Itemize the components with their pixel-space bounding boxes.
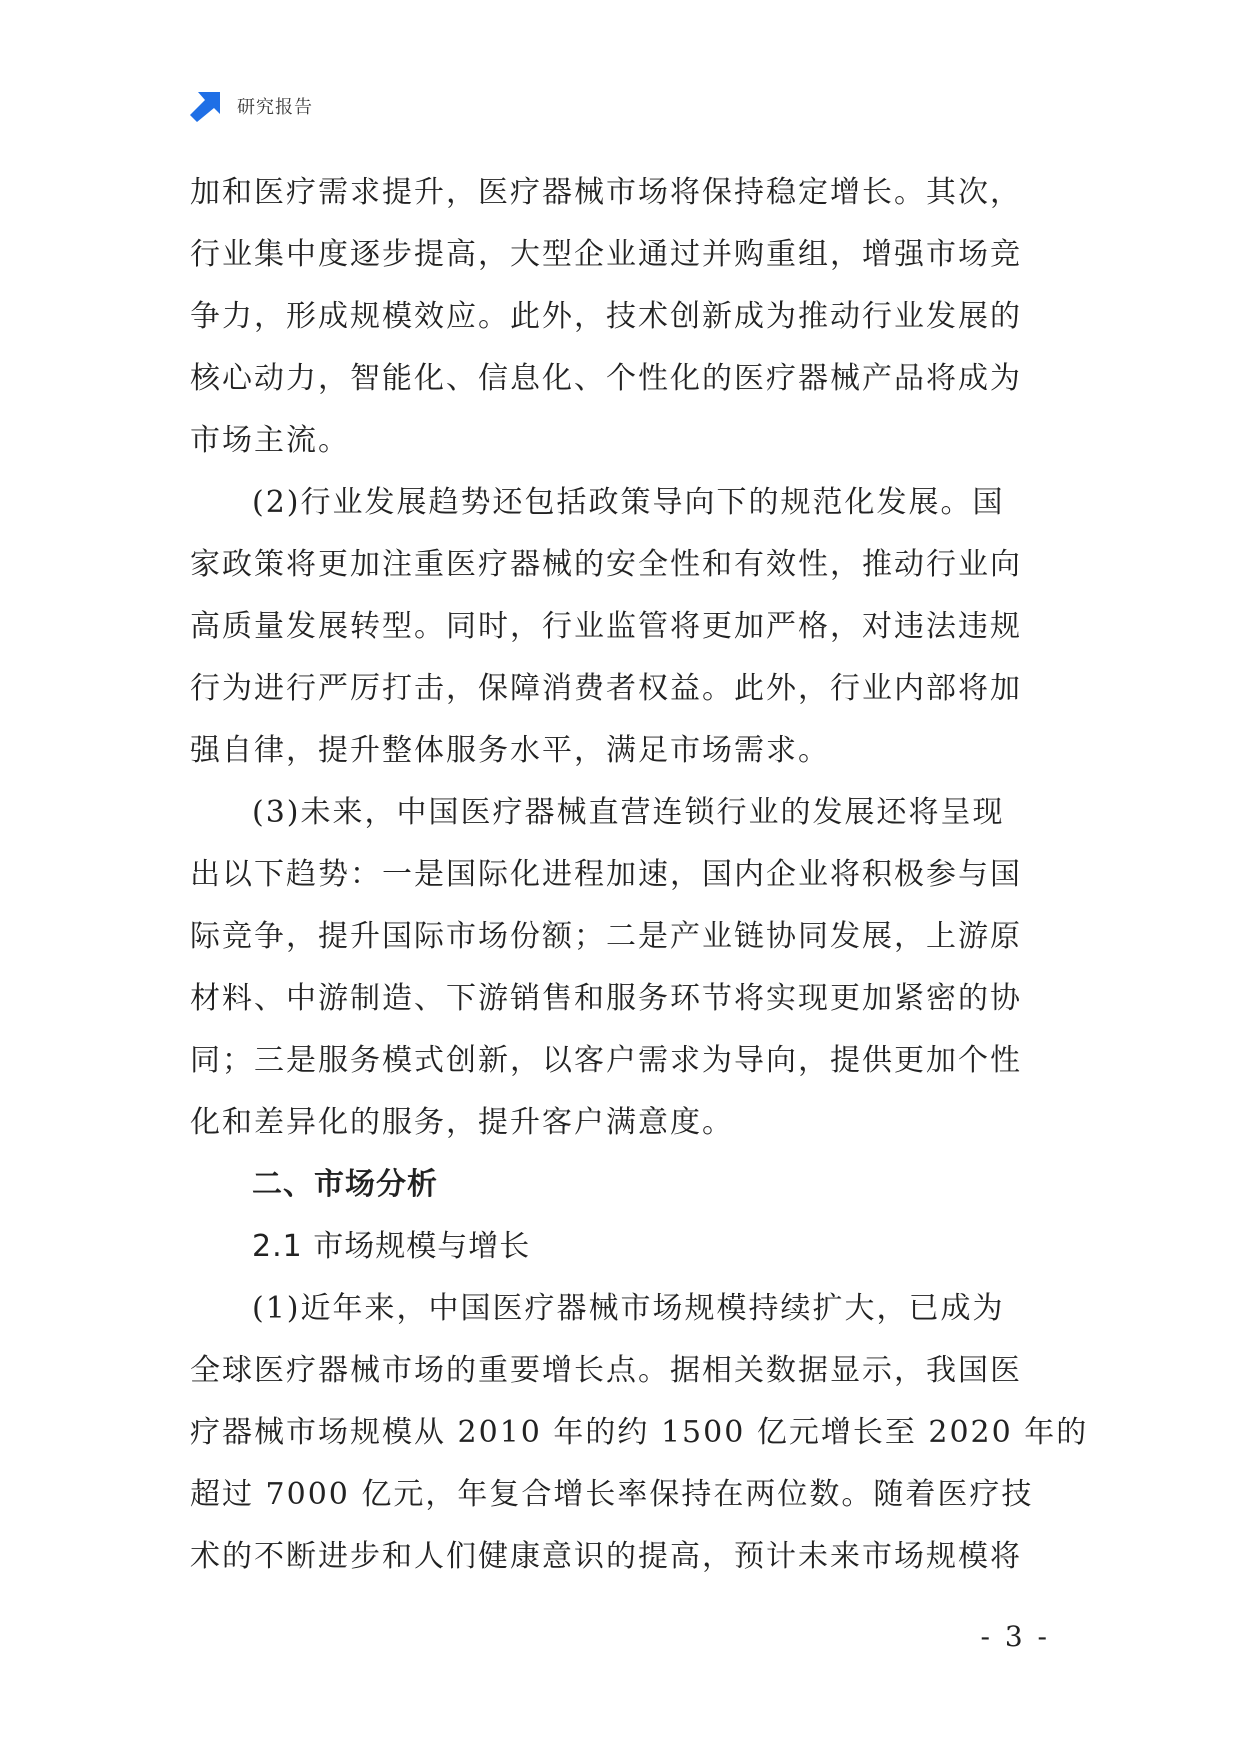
paragraph-2-first-line: (2)行业发展趋势还包括政策导向下的规范化发展。国 <box>252 485 1005 520</box>
body-line: 高质量发展转型。同时，行业监管将更加严格，对违法违规 <box>190 609 1022 644</box>
body-line: 加和医疗需求提升，医疗器械市场将保持稳定增长。其次， <box>190 175 1022 210</box>
arrow-up-right-icon <box>189 89 223 123</box>
body-line: 术的不断进步和人们健康意识的提高，预计未来市场规模将 <box>190 1539 1022 1574</box>
body-line: 核心动力，智能化、信息化、个性化的医疗器械产品将成为 <box>190 361 1022 396</box>
body-line: 同；三是服务模式创新，以客户需求为导向，提供更加个性 <box>190 1043 1022 1078</box>
section-heading: 二、市场分析 <box>252 1167 438 1202</box>
body-line: 行业集中度逐步提高，大型企业通过并购重组，增强市场竞 <box>190 237 1022 272</box>
paragraph-4-first-line: (1)近年来，中国医疗器械市场规模持续扩大，已成为 <box>252 1291 1005 1326</box>
body-line: 全球医疗器械市场的重要增长点。据相关数据显示，我国医 <box>190 1353 1022 1388</box>
report-body <box>190 162 1089 1588</box>
body-line: 出以下趋势：一是国际化进程加速，国内企业将积极参与国 <box>190 857 1022 892</box>
body-line: 家政策将更加注重医疗器械的安全性和有效性，推动行业向 <box>190 547 1022 582</box>
body-line: 行为进行严厉打击，保障消费者权益。此外，行业内部将加 <box>190 671 1022 706</box>
body-line: 强自律，提升整体服务水平，满足市场需求。 <box>190 733 830 768</box>
header-title: 研究报告 <box>237 97 313 118</box>
report-header <box>189 88 313 124</box>
body-line: 超过 7000 亿元，年复合增长率保持在两位数。随着医疗技 <box>190 1477 1034 1512</box>
body-line: 疗器械市场规模从 2010 年的约 1500 亿元增长至 2020 年的 <box>190 1415 1089 1450</box>
body-line: 争力，形成规模效应。此外，技术创新成为推动行业发展的 <box>190 299 1022 334</box>
body-line: 材料、中游制造、下游销售和服务环节将实现更加紧密的协 <box>190 981 1022 1016</box>
body-line: 际竞争，提升国际市场份额；二是产业链协同发展，上游原 <box>190 919 1022 954</box>
page-number: - 3 - <box>980 1620 1050 1653</box>
paragraph-3-first-line: (3)未来，中国医疗器械直营连锁行业的发展还将呈现 <box>252 795 1005 830</box>
body-line: 化和差异化的服务，提升客户满意度。 <box>190 1105 734 1140</box>
subsection-heading: 2.1 市场规模与增长 <box>252 1229 531 1264</box>
body-line: 市场主流。 <box>190 423 350 458</box>
